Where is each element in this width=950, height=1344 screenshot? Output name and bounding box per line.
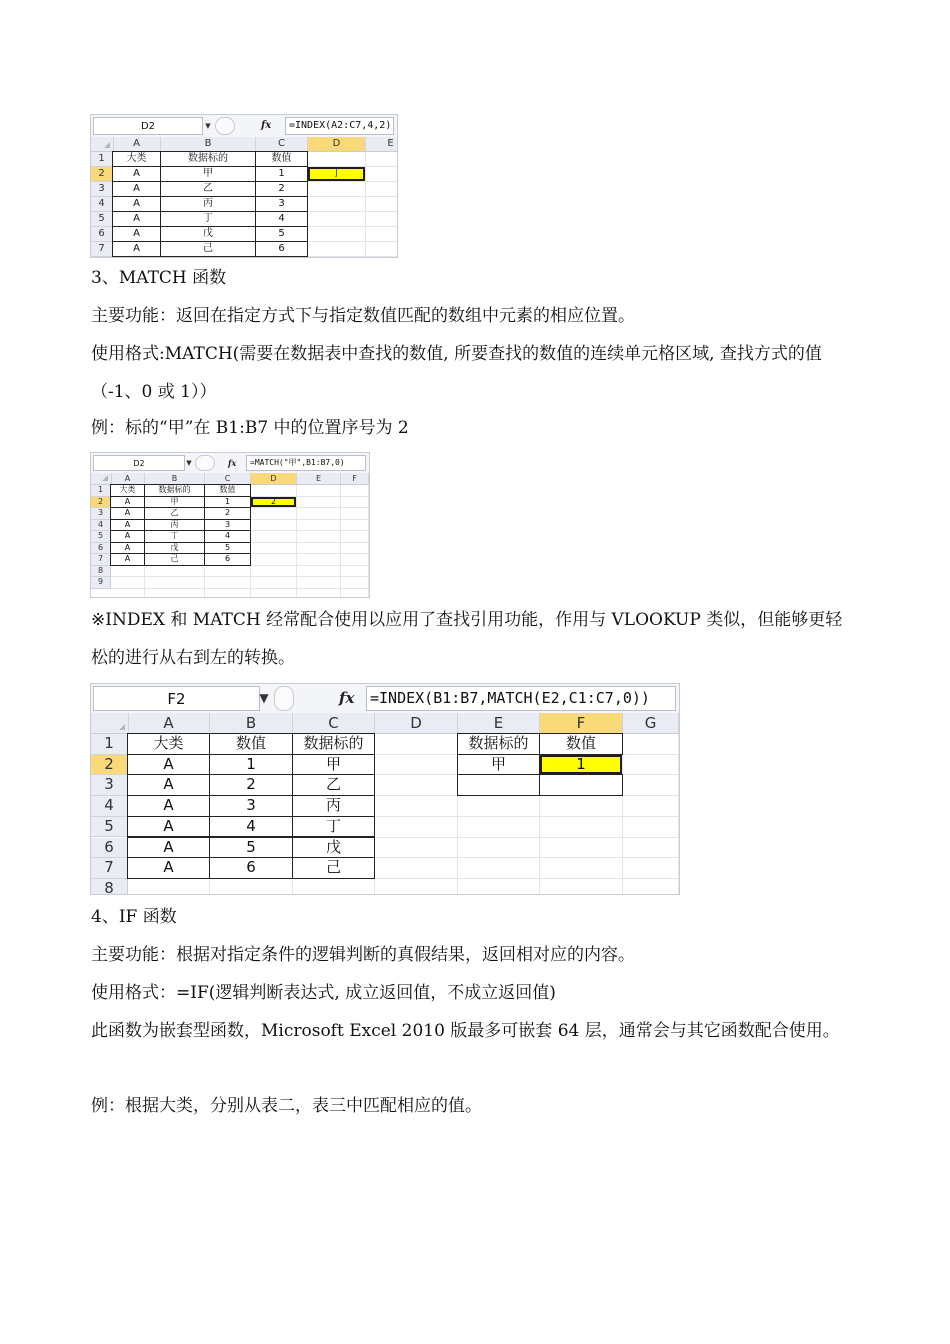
row-header-7: 7 xyxy=(91,554,111,566)
lookup-header-cell[interactable]: 数据标的 xyxy=(457,733,540,755)
row-header-1: 1 xyxy=(91,485,111,497)
table-cell[interactable]: 2 xyxy=(209,774,293,796)
table-cell[interactable]: A xyxy=(110,553,145,566)
table-cell[interactable]: A xyxy=(110,496,145,509)
table-cell[interactable]: A xyxy=(110,519,145,532)
table-cell[interactable]: 6 xyxy=(255,241,308,257)
row-header-5: 5 xyxy=(91,817,128,838)
table-cell[interactable]: A xyxy=(127,754,210,776)
table-header-cell[interactable]: 数值 xyxy=(255,151,308,167)
table-cell[interactable]: 6 xyxy=(204,553,251,566)
gridline-column xyxy=(678,734,679,894)
table-cell[interactable]: A xyxy=(110,530,145,543)
column-header-e: E xyxy=(297,473,341,484)
section-4-function: 主要功能：根据对指定条件的逻辑判断的真假结果，返回相对应的内容。 xyxy=(91,945,635,965)
column-headers xyxy=(91,137,397,152)
column-header-d: D xyxy=(251,473,297,484)
formula-input[interactable]: =INDEX(B1:B7,MATCH(E2,C1:C7,0)) xyxy=(366,686,676,711)
fx-icon: fx xyxy=(228,458,237,468)
lookup-key-cell[interactable]: 甲 xyxy=(457,754,540,776)
row-header-4: 4 xyxy=(91,197,113,212)
section-3-function: 主要功能：返回在指定方式下与指定数值匹配的数组中元素的相应位置。 xyxy=(91,306,635,326)
formula-input[interactable]: =MATCH("甲",B1:B7,0) xyxy=(246,455,366,471)
table-cell[interactable]: 3 xyxy=(204,519,251,532)
section-4-format: 使用格式：=IF(逻辑判断表达式, 成立返回值，不成立返回值) xyxy=(91,983,556,1003)
table-cell[interactable]: A xyxy=(127,816,210,838)
column-header-c: C xyxy=(205,473,251,484)
row-header-6: 6 xyxy=(91,543,111,555)
row-header-2: 2 xyxy=(91,167,113,182)
column-header-b: B xyxy=(210,713,293,733)
table-cell[interactable]: 4 xyxy=(204,530,251,543)
index-match-note: ※INDEX 和 MATCH 经常配合使用以应用了查找引用功能，作用与 VLOOKUP 类似，但能够更轻松的进行从右到左的转换。 xyxy=(91,610,843,668)
table-cell[interactable]: A xyxy=(112,166,161,182)
table-cell[interactable]: 1 xyxy=(204,496,251,509)
column-header-a: A xyxy=(128,713,210,733)
table-cell[interactable]: 戊 xyxy=(292,837,375,859)
section-4-description: 此函数为嵌套型函数，Microsoft Excel 2010 版最多可嵌套 64 层，通常会与其它函数配合使用。 xyxy=(91,1021,840,1041)
gridline-column xyxy=(340,485,341,597)
select-all-corner xyxy=(91,473,112,484)
column-headers xyxy=(91,713,679,734)
spreadsheet-index-match-example xyxy=(90,683,680,895)
formula-bar xyxy=(91,453,369,474)
table-cell[interactable]: 2 xyxy=(204,507,251,520)
table-cell[interactable]: 己 xyxy=(160,241,256,257)
lookup-header-cell[interactable]: 数值 xyxy=(539,733,623,755)
column-header-b: B xyxy=(145,473,205,484)
section-3-example: 例：标的“甲”在 B1:B7 中的位置序号为 2 xyxy=(91,418,409,438)
chevron-down-icon: ▼ xyxy=(259,691,269,705)
table-header-cell[interactable]: 数据标的 xyxy=(144,484,205,497)
table-cell[interactable]: 己 xyxy=(292,857,375,879)
row-header-5: 5 xyxy=(91,212,113,227)
table-cell[interactable]: A xyxy=(112,181,161,197)
row-header-6: 6 xyxy=(91,838,128,859)
column-header-c: C xyxy=(256,137,308,151)
table-header-cell[interactable]: 大类 xyxy=(110,484,145,497)
select-all-corner xyxy=(91,137,114,151)
formula-bar-grip-icon xyxy=(195,455,215,471)
section-3-title: 3、MATCH 函数 xyxy=(91,268,227,288)
table-cell[interactable]: A xyxy=(110,507,145,520)
row-header-8: 8 xyxy=(91,879,128,895)
column-header-e: E xyxy=(458,713,540,733)
row-header-6: 6 xyxy=(91,227,113,242)
table-cell[interactable]: A xyxy=(110,542,145,555)
table-cell[interactable]: A xyxy=(112,211,161,227)
table-cell[interactable]: 甲 xyxy=(292,754,375,776)
row-header-3: 3 xyxy=(91,182,113,197)
table-cell[interactable]: 1 xyxy=(209,754,293,776)
column-header-f: F xyxy=(540,713,623,733)
row-header-1: 1 xyxy=(91,152,113,167)
column-header-e: E xyxy=(366,137,398,151)
table-cell[interactable]: 6 xyxy=(209,857,293,879)
gridline-column xyxy=(365,152,366,257)
table-cell[interactable]: A xyxy=(112,196,161,212)
name-box[interactable]: F2 xyxy=(93,686,260,711)
table-cell[interactable]: 丙 xyxy=(160,196,256,212)
row-header-8: 8 xyxy=(91,566,111,578)
column-header-b: B xyxy=(161,137,256,151)
row-header-7: 7 xyxy=(91,858,128,879)
table-cell[interactable]: 5 xyxy=(255,226,308,242)
gridline-column xyxy=(296,485,297,597)
section-4-title: 4、IF 函数 xyxy=(91,907,177,927)
empty-cell[interactable] xyxy=(539,774,623,796)
name-box[interactable]: D2 xyxy=(93,455,185,471)
active-result-cell[interactable]: 2 xyxy=(251,497,296,508)
formula-bar-grip-icon xyxy=(274,686,294,711)
row-header-5: 5 xyxy=(91,531,111,543)
table-cell[interactable]: A xyxy=(112,226,161,242)
spreadsheet-index-example xyxy=(90,114,398,258)
row-header-2: 2 xyxy=(91,497,111,509)
table-cell[interactable]: 己 xyxy=(144,553,205,566)
table-cell[interactable]: 3 xyxy=(209,795,293,817)
column-header-a: A xyxy=(113,137,161,151)
fx-icon: fx xyxy=(339,689,355,707)
row-header-3: 3 xyxy=(91,508,111,520)
table-header-cell[interactable]: 数据标的 xyxy=(160,151,256,167)
table-cell[interactable]: 乙 xyxy=(160,181,256,197)
row-header-9: 9 xyxy=(91,577,111,589)
table-cell[interactable]: 丙 xyxy=(144,519,205,532)
table-cell[interactable]: 4 xyxy=(255,211,308,227)
table-cell[interactable]: 丁 xyxy=(292,816,375,838)
table-cell[interactable]: 5 xyxy=(209,837,293,859)
formula-input[interactable]: =INDEX(A2:C7,4,2) xyxy=(285,117,394,135)
row-header-7: 7 xyxy=(91,242,113,257)
column-header-a: A xyxy=(111,473,145,484)
row-header-4: 4 xyxy=(91,520,111,532)
table-cell[interactable]: 乙 xyxy=(292,774,375,796)
column-header-d: D xyxy=(375,713,458,733)
column-header-c: C xyxy=(293,713,375,733)
empty-cell[interactable] xyxy=(457,774,540,796)
table-cell[interactable]: 1 xyxy=(255,166,308,182)
formula-bar xyxy=(91,115,397,138)
gridline-column xyxy=(368,485,369,597)
column-header-d: D xyxy=(308,137,366,151)
table-cell[interactable]: A xyxy=(127,837,210,859)
active-result-cell[interactable]: 丁 xyxy=(308,167,365,181)
section-4-example: 例：根据大类，分别从表二，表三中匹配相应的值。 xyxy=(91,1096,482,1116)
formula-bar-grip-icon xyxy=(215,117,235,135)
column-header-g: G xyxy=(623,713,679,733)
gridline-row xyxy=(111,588,369,589)
table-cell[interactable]: 2 xyxy=(255,181,308,197)
column-header-f: F xyxy=(341,473,369,484)
table-cell[interactable]: 3 xyxy=(255,196,308,212)
row-header-1: 1 xyxy=(91,734,128,755)
table-header-cell[interactable]: 大类 xyxy=(127,733,210,755)
gridline-row xyxy=(111,576,369,577)
table-cell[interactable]: A xyxy=(112,241,161,257)
table-cell[interactable]: 甲 xyxy=(144,496,205,509)
table-cell[interactable]: 4 xyxy=(209,816,293,838)
table-cell[interactable]: 丙 xyxy=(292,795,375,817)
chevron-down-icon: ▼ xyxy=(186,459,192,467)
table-cell[interactable]: A xyxy=(127,774,210,796)
table-cell[interactable]: 戊 xyxy=(144,542,205,555)
gridline-column xyxy=(622,734,623,894)
table-cell[interactable]: A xyxy=(127,795,210,817)
select-all-corner xyxy=(91,713,129,733)
formula-bar xyxy=(91,684,679,714)
row-header-4: 4 xyxy=(91,796,128,817)
table-cell[interactable]: 乙 xyxy=(144,507,205,520)
fx-icon: fx xyxy=(261,120,272,131)
row-header-3: 3 xyxy=(91,775,128,796)
table-cell[interactable]: 丁 xyxy=(160,211,256,227)
active-result-cell[interactable]: 1 xyxy=(540,755,622,775)
table-header-cell[interactable]: 大类 xyxy=(112,151,161,167)
table-cell[interactable]: 丁 xyxy=(144,530,205,543)
table-cell[interactable]: A xyxy=(127,857,210,879)
table-header-cell[interactable]: 数值 xyxy=(209,733,293,755)
name-box[interactable]: D2 xyxy=(93,117,203,135)
table-cell[interactable]: 5 xyxy=(204,542,251,555)
spreadsheet-match-example xyxy=(90,452,370,598)
row-header-2: 2 xyxy=(91,755,128,776)
table-header-cell[interactable]: 数据标的 xyxy=(292,733,375,755)
table-cell[interactable]: 甲 xyxy=(160,166,256,182)
chevron-down-icon: ▼ xyxy=(205,122,211,130)
table-header-cell[interactable]: 数值 xyxy=(204,484,251,497)
table-cell[interactable]: 戊 xyxy=(160,226,256,242)
section-3-format: 使用格式:MATCH(需要在数据表中查找的数值, 所要查找的数值的连续单元格区域, 查找方式的值（-1、0 或 1）） xyxy=(91,344,822,402)
